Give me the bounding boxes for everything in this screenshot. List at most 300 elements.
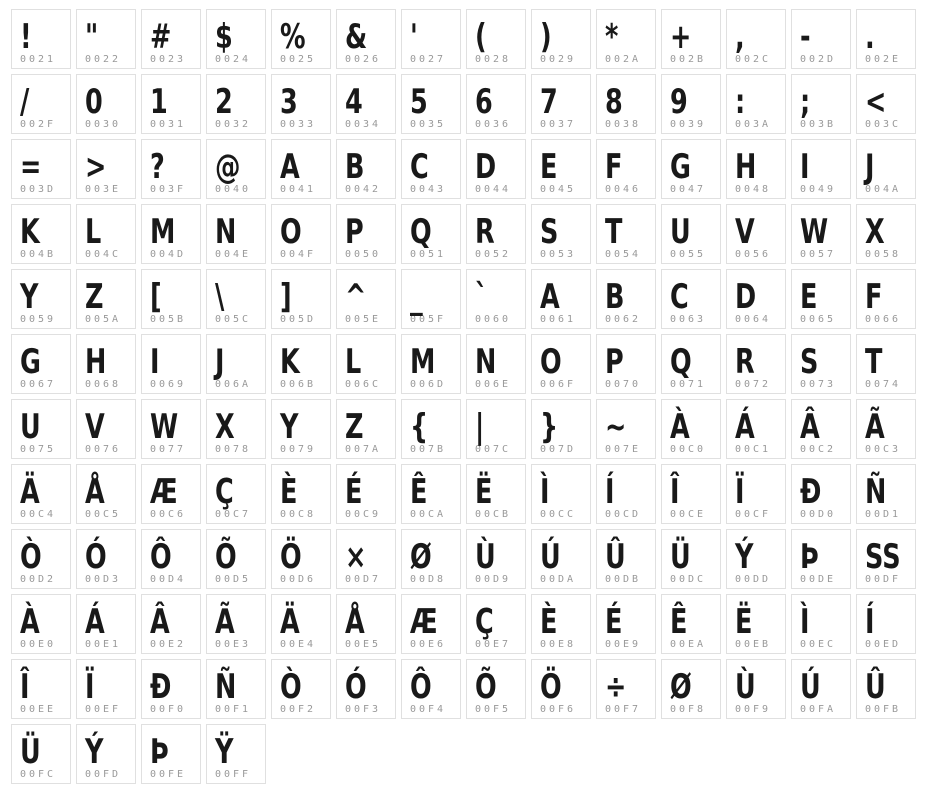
code-label: 0025 — [280, 54, 317, 65]
glyph: & — [345, 17, 368, 57]
code-label: 0026 — [345, 54, 382, 65]
glyph-cell — [336, 594, 396, 654]
code-label: 00E9 — [605, 639, 642, 650]
glyph-cell — [206, 269, 266, 329]
glyph-cell — [141, 594, 201, 654]
glyph-cell — [141, 399, 201, 459]
glyph-cell — [336, 269, 396, 329]
code-label: 0035 — [410, 119, 447, 130]
glyph: Ë — [735, 602, 753, 642]
code-label: 002B — [670, 54, 707, 65]
glyph: T — [605, 212, 623, 252]
glyph: N — [215, 212, 237, 252]
glyph-cell — [336, 139, 396, 199]
glyph-cell — [336, 204, 396, 264]
glyph-cell — [726, 204, 786, 264]
glyph-cell — [726, 659, 786, 719]
code-label: 0042 — [345, 184, 382, 195]
code-label: 0056 — [735, 249, 772, 260]
code-label: 007D — [540, 444, 577, 455]
glyph: Æ — [410, 602, 438, 642]
glyph-cell — [271, 269, 331, 329]
code-label: 00EB — [735, 639, 772, 650]
code-label: 0028 — [475, 54, 512, 65]
glyph-cell — [401, 139, 461, 199]
glyph-cell — [206, 204, 266, 264]
glyph-cell — [661, 529, 721, 589]
glyph-cell — [76, 334, 136, 394]
code-label: 0050 — [345, 249, 382, 260]
glyph-cell — [531, 139, 591, 199]
glyph-cell — [726, 399, 786, 459]
glyph-cell — [76, 529, 136, 589]
glyph: Ï — [735, 472, 745, 512]
code-label: 0030 — [85, 119, 122, 130]
glyph: R — [735, 342, 755, 382]
code-label: 00DF — [865, 574, 902, 585]
glyph-cell — [76, 594, 136, 654]
glyph-cell — [336, 399, 396, 459]
glyph: = — [20, 147, 42, 187]
code-label: 004D — [150, 249, 187, 260]
code-label: 00C3 — [865, 444, 902, 455]
glyph-cell — [466, 659, 526, 719]
glyph: ] — [280, 277, 292, 317]
code-label: 00CA — [410, 509, 447, 520]
code-label: 00F5 — [475, 704, 512, 715]
glyph-cell — [206, 659, 266, 719]
glyph-cell — [271, 529, 331, 589]
glyph: C — [410, 147, 429, 187]
glyph: X — [215, 407, 235, 447]
glyph: M — [410, 342, 436, 382]
glyph-cell — [791, 594, 851, 654]
glyph-cell — [596, 594, 656, 654]
glyph-cell — [141, 139, 201, 199]
code-label: 0065 — [800, 314, 837, 325]
glyph-cell — [596, 139, 656, 199]
code-label: 00CF — [735, 509, 772, 520]
glyph-cell — [531, 399, 591, 459]
glyph-cell — [466, 269, 526, 329]
glyph: F — [605, 147, 623, 187]
glyph: N — [475, 342, 497, 382]
code-label: 0062 — [605, 314, 642, 325]
glyph-cell — [531, 659, 591, 719]
code-label: 005B — [150, 314, 187, 325]
glyph: 8 — [605, 82, 623, 122]
code-label: 0053 — [540, 249, 577, 260]
code-label: 006C — [345, 379, 382, 390]
glyph: ~ — [605, 407, 627, 447]
glyph: 0 — [85, 82, 103, 122]
glyph-cell — [661, 74, 721, 134]
glyph-cell — [466, 74, 526, 134]
glyph: J — [215, 342, 225, 382]
glyph-cell — [531, 9, 591, 69]
glyph: Ò — [20, 537, 42, 577]
glyph: X — [865, 212, 885, 252]
glyph-cell — [466, 529, 526, 589]
glyph: } — [540, 407, 559, 447]
glyph-cell — [531, 74, 591, 134]
glyph-cell — [401, 464, 461, 524]
glyph: T — [865, 342, 883, 382]
glyph-cell — [791, 204, 851, 264]
code-label: 0039 — [670, 119, 707, 130]
glyph: Ý — [85, 732, 104, 772]
code-label: 0058 — [865, 249, 902, 260]
code-label: 00C1 — [735, 444, 772, 455]
glyph-cell — [76, 464, 136, 524]
glyph-cell — [661, 139, 721, 199]
glyph-cell — [336, 529, 396, 589]
glyph-cell — [401, 204, 461, 264]
code-label: 002D — [800, 54, 837, 65]
glyph-cell — [856, 139, 916, 199]
code-label: 0068 — [85, 379, 122, 390]
glyph-cell — [206, 139, 266, 199]
glyph-cell — [401, 74, 461, 134]
glyph-cell — [271, 204, 331, 264]
glyph-cell — [336, 9, 396, 69]
code-label: 00E0 — [20, 639, 57, 650]
code-label: 00E8 — [540, 639, 577, 650]
glyph: Ò — [280, 667, 302, 707]
code-label: 006D — [410, 379, 447, 390]
glyph: Ä — [280, 602, 300, 642]
glyph: I — [150, 342, 160, 382]
glyph: Á — [735, 407, 755, 447]
glyph: Ö — [540, 667, 562, 707]
glyph: Ù — [735, 667, 756, 707]
glyph-cell — [271, 139, 331, 199]
glyph: H — [85, 342, 107, 382]
glyph: Ë — [475, 472, 493, 512]
glyph-cell — [596, 9, 656, 69]
code-label: 00F6 — [540, 704, 577, 715]
glyph-cell — [726, 74, 786, 134]
code-label: 0024 — [215, 54, 252, 65]
glyph-cell — [141, 269, 201, 329]
glyph-cell — [11, 529, 71, 589]
code-label: 005F — [410, 314, 447, 325]
glyph-cell — [596, 204, 656, 264]
glyph: - — [800, 17, 811, 57]
glyph: Õ — [215, 537, 237, 577]
glyph: Z — [85, 277, 104, 317]
glyph: Î — [670, 472, 680, 512]
glyph-cell — [856, 464, 916, 524]
glyph-cell — [141, 334, 201, 394]
glyph-cell — [726, 139, 786, 199]
glyph-cell — [791, 659, 851, 719]
glyph-cell — [401, 399, 461, 459]
code-label: 00DE — [800, 574, 837, 585]
code-label: 00DA — [540, 574, 577, 585]
glyph: H — [735, 147, 757, 187]
code-label: 002A — [605, 54, 642, 65]
glyph: Î — [20, 667, 30, 707]
glyph-cell — [141, 529, 201, 589]
glyph-cell — [531, 594, 591, 654]
code-label: 00D4 — [150, 574, 187, 585]
glyph-cell — [791, 269, 851, 329]
code-label: 00C0 — [670, 444, 707, 455]
glyph: + — [670, 17, 692, 57]
code-label: 0049 — [800, 184, 837, 195]
glyph-cell — [466, 334, 526, 394]
code-label: 0069 — [150, 379, 187, 390]
glyph: Ø — [670, 667, 692, 707]
glyph-cell — [76, 9, 136, 69]
code-label: 00DB — [605, 574, 642, 585]
glyph: 7 — [540, 82, 558, 122]
glyph: Ê — [410, 472, 428, 512]
glyph-cell — [11, 594, 71, 654]
glyph: G — [670, 147, 691, 187]
glyph-cell — [596, 659, 656, 719]
glyph-cell — [466, 139, 526, 199]
glyph: Ü — [20, 732, 41, 772]
code-label: 0077 — [150, 444, 187, 455]
glyph-cell — [531, 529, 591, 589]
glyph-cell — [206, 594, 266, 654]
glyph: F — [865, 277, 883, 317]
code-label: 00F8 — [670, 704, 707, 715]
glyph: E — [540, 147, 558, 187]
code-label: 00D9 — [475, 574, 512, 585]
code-label: 00D2 — [20, 574, 57, 585]
code-label: 0034 — [345, 119, 382, 130]
glyph: ; — [800, 82, 811, 122]
glyph: ' — [410, 17, 418, 57]
code-label: 0023 — [150, 54, 187, 65]
glyph: Å — [345, 602, 365, 642]
glyph: É — [345, 472, 363, 512]
code-label: 0054 — [605, 249, 642, 260]
glyph: B — [345, 147, 365, 187]
glyph-cell — [791, 334, 851, 394]
code-label: 0057 — [800, 249, 837, 260]
glyph: Ã — [865, 407, 885, 447]
glyph-cell — [596, 269, 656, 329]
glyph-cell — [466, 204, 526, 264]
glyph: [ — [150, 277, 162, 317]
glyph-cell — [206, 464, 266, 524]
glyph-cell — [11, 269, 71, 329]
code-label: 00FA — [800, 704, 837, 715]
code-label: 007B — [410, 444, 447, 455]
code-label: 0076 — [85, 444, 122, 455]
glyph-cell — [271, 9, 331, 69]
code-label: 0060 — [475, 314, 512, 325]
glyph: Ø — [410, 537, 432, 577]
glyph-cell — [791, 139, 851, 199]
glyph-cell — [531, 204, 591, 264]
glyph: , — [735, 17, 745, 57]
code-label: 00C7 — [215, 509, 252, 520]
glyph: SS — [865, 537, 901, 577]
glyph-cell — [11, 724, 71, 784]
code-label: 0037 — [540, 119, 577, 130]
code-label: 004B — [20, 249, 57, 260]
glyph-cell — [141, 724, 201, 784]
glyph-cell — [11, 464, 71, 524]
glyph-cell — [661, 269, 721, 329]
code-label: 0074 — [865, 379, 902, 390]
code-label: 00D5 — [215, 574, 252, 585]
glyph: Ô — [150, 537, 172, 577]
glyph-cell — [661, 9, 721, 69]
glyph-cell — [726, 334, 786, 394]
code-label: 005E — [345, 314, 382, 325]
glyph: O — [280, 212, 302, 252]
glyph: * — [605, 17, 619, 57]
glyph-cell — [271, 659, 331, 719]
code-label: 00EC — [800, 639, 837, 650]
glyph: < — [865, 82, 887, 122]
glyph-cell — [206, 9, 266, 69]
code-label: 0021 — [20, 54, 57, 65]
code-label: 00D1 — [865, 509, 902, 520]
code-label: 0036 — [475, 119, 512, 130]
code-label: 00CB — [475, 509, 512, 520]
glyph: U — [20, 407, 41, 447]
glyph: È — [540, 602, 558, 642]
glyph-cell — [336, 334, 396, 394]
glyph-cell — [401, 529, 461, 589]
glyph: 9 — [670, 82, 688, 122]
glyph-cell — [76, 139, 136, 199]
code-label: 00E4 — [280, 639, 317, 650]
glyph-cell — [206, 724, 266, 784]
code-label: 004F — [280, 249, 317, 260]
glyph: Ñ — [865, 472, 887, 512]
code-label: 00EA — [670, 639, 707, 650]
code-label: 00ED — [865, 639, 902, 650]
glyph-cell — [661, 334, 721, 394]
code-label: 0078 — [215, 444, 252, 455]
glyph: 3 — [280, 82, 298, 122]
code-label: 006B — [280, 379, 317, 390]
code-label: 00D6 — [280, 574, 317, 585]
glyph-cell — [596, 529, 656, 589]
code-label: 0040 — [215, 184, 252, 195]
code-label: 0071 — [670, 379, 707, 390]
glyph-cell — [271, 464, 331, 524]
code-label: 00C8 — [280, 509, 317, 520]
code-label: 002F — [20, 119, 57, 130]
glyph: Ê — [670, 602, 688, 642]
glyph: Æ — [150, 472, 178, 512]
glyph-cell — [856, 659, 916, 719]
glyph: P — [605, 342, 624, 382]
glyph: À — [670, 407, 690, 447]
glyph: / — [20, 82, 30, 122]
glyph: Ô — [410, 667, 432, 707]
glyph: Å — [85, 472, 105, 512]
glyph-cell — [661, 399, 721, 459]
glyph: D — [475, 147, 497, 187]
code-label: 0073 — [800, 379, 837, 390]
code-label: 002E — [865, 54, 902, 65]
code-label: 0067 — [20, 379, 57, 390]
glyph-cell — [141, 9, 201, 69]
code-label: 00CC — [540, 509, 577, 520]
glyph: Ó — [345, 667, 367, 707]
glyph-cell — [401, 594, 461, 654]
glyph-cell — [401, 269, 461, 329]
glyph: Ý — [735, 537, 754, 577]
glyph: Ü — [670, 537, 691, 577]
glyph: 6 — [475, 82, 493, 122]
glyph: Ÿ — [215, 732, 234, 772]
glyph-cell — [206, 529, 266, 589]
glyph: ^ — [345, 277, 367, 317]
glyph: L — [85, 212, 102, 252]
glyph-cell — [76, 269, 136, 329]
glyph: W — [800, 212, 829, 252]
code-label: 005A — [85, 314, 122, 325]
glyph-cell — [856, 334, 916, 394]
glyph: Ó — [85, 537, 107, 577]
glyph-cell — [596, 334, 656, 394]
glyph: # — [150, 17, 172, 57]
glyph-cell — [466, 464, 526, 524]
glyph: { — [410, 407, 429, 447]
glyph: Â — [150, 602, 170, 642]
code-label: 00E7 — [475, 639, 512, 650]
code-label: 004E — [215, 249, 252, 260]
code-label: 00F1 — [215, 704, 252, 715]
code-label: 0066 — [865, 314, 902, 325]
glyph-cell — [206, 334, 266, 394]
glyph: K — [280, 342, 300, 382]
glyph-cell — [11, 204, 71, 264]
glyph-cell — [11, 334, 71, 394]
code-label: 0055 — [670, 249, 707, 260]
glyph: Ì — [800, 602, 810, 642]
glyph: Ú — [800, 667, 821, 707]
glyph-cell — [466, 9, 526, 69]
code-label: 00C2 — [800, 444, 837, 455]
glyph: ? — [150, 147, 165, 187]
glyph-cell — [661, 594, 721, 654]
code-label: 0047 — [670, 184, 707, 195]
glyph-cell — [856, 74, 916, 134]
glyph: S — [540, 212, 559, 252]
code-label: 00C5 — [85, 509, 122, 520]
glyph-cell — [726, 9, 786, 69]
glyph: Ì — [540, 472, 550, 512]
glyph-cell — [11, 74, 71, 134]
glyph-cell — [76, 724, 136, 784]
code-label: 0070 — [605, 379, 642, 390]
glyph: ! — [20, 17, 32, 57]
glyph-cell — [206, 399, 266, 459]
glyph: U — [670, 212, 691, 252]
glyph: B — [605, 277, 625, 317]
code-label: 00F4 — [410, 704, 447, 715]
glyph-cell — [661, 204, 721, 264]
code-label: 00EF — [85, 704, 122, 715]
glyph-cell — [661, 464, 721, 524]
glyph: 2 — [215, 82, 233, 122]
glyph: Y — [280, 407, 299, 447]
glyph: 1 — [150, 82, 168, 122]
glyph: L — [345, 342, 362, 382]
